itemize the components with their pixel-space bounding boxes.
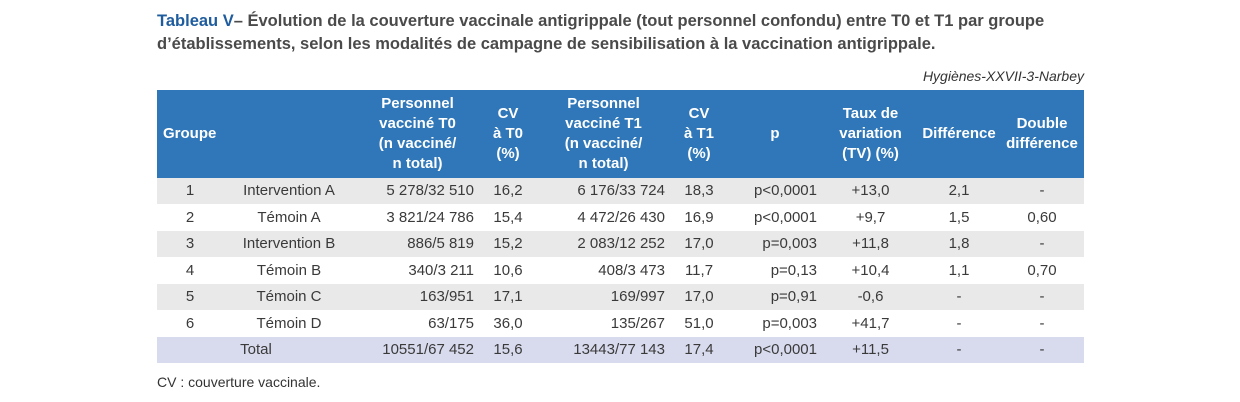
row-p-value: p=0,13: [727, 257, 823, 284]
total-vaccinated-t1: 13443/77 143: [536, 337, 671, 364]
caption-text: – Évolution de la couverture vaccinale antigrippale (tout personnel confondu) entre T0 et T1 par groupe d’établissements, selon les modalités de campagne de sensibilisation à la vaccination antigrippale.: [157, 12, 1045, 53]
row-vaccinated-t0: 886/5 819: [355, 231, 480, 258]
total-vaccinated-t0: 10551/67 452: [355, 337, 480, 364]
row-cv-t1: 18,3: [671, 178, 727, 204]
row-taux-variation: +41,7: [823, 310, 918, 337]
row-difference: 1,1: [918, 257, 1000, 284]
row-vaccinated-t0: 63/175: [355, 310, 480, 337]
caption-label: Tableau V: [157, 12, 234, 30]
row-group-name: Témoin B: [223, 257, 355, 284]
row-double-difference: -: [1000, 310, 1084, 337]
table-row: [157, 178, 1084, 204]
row-p-value: p=0,003: [727, 310, 823, 337]
row-vaccinated-t0: 3 821/24 786: [355, 204, 480, 231]
row-vaccinated-t0: 340/3 211: [355, 257, 480, 284]
row-num: 6: [157, 310, 223, 337]
vaccination-coverage-table: [157, 90, 1084, 364]
row-num: 1: [157, 178, 223, 204]
header-difference: Différence: [918, 90, 1000, 178]
row-taux-variation: +11,8: [823, 231, 918, 258]
row-difference: -: [918, 310, 1000, 337]
row-vaccinated-t1: 2 083/12 252: [536, 231, 671, 258]
table-row: [157, 310, 1084, 337]
row-vaccinated-t1: 135/267: [536, 310, 671, 337]
row-difference: 1,5: [918, 204, 1000, 231]
table-row: [157, 284, 1084, 311]
header-taux-variation: Taux de variation (TV) (%): [823, 90, 918, 178]
total-cv-t0: 15,6: [480, 337, 536, 364]
row-cv-t0: 16,2: [480, 178, 536, 204]
row-cv-t0: 15,4: [480, 204, 536, 231]
row-p-value: p=0,91: [727, 284, 823, 311]
row-group-name: Témoin D: [223, 310, 355, 337]
row-taux-variation: +9,7: [823, 204, 918, 231]
row-double-difference: 0,60: [1000, 204, 1084, 231]
row-p-value: p<0,0001: [727, 178, 823, 204]
row-cv-t0: 15,2: [480, 231, 536, 258]
row-double-difference: -: [1000, 231, 1084, 258]
header-groupe: Groupe: [157, 90, 355, 178]
row-cv-t1: 17,0: [671, 231, 727, 258]
table-row: [157, 231, 1084, 258]
row-vaccinated-t1: 408/3 473: [536, 257, 671, 284]
row-vaccinated-t0: 163/951: [355, 284, 480, 311]
total-double-difference: -: [1000, 337, 1084, 364]
row-difference: 1,8: [918, 231, 1000, 258]
row-group-name: Témoin C: [223, 284, 355, 311]
header-cv-t1: CV à T1 (%): [671, 90, 727, 178]
row-cv-t1: 11,7: [671, 257, 727, 284]
source-reference: Hygiènes-XXVII-3-Narbey: [922, 68, 1084, 84]
row-cv-t0: 10,6: [480, 257, 536, 284]
row-cv-t0: 17,1: [480, 284, 536, 311]
total-cv-t1: 17,4: [671, 337, 727, 364]
table-row: [157, 204, 1084, 231]
row-num: 2: [157, 204, 223, 231]
table-caption: [157, 10, 1157, 56]
row-vaccinated-t1: 4 472/26 430: [536, 204, 671, 231]
header-row: [157, 90, 1084, 178]
row-vaccinated-t1: 169/997: [536, 284, 671, 311]
row-cv-t1: 16,9: [671, 204, 727, 231]
total-difference: -: [918, 337, 1000, 364]
row-taux-variation: -0,6: [823, 284, 918, 311]
row-taux-variation: +13,0: [823, 178, 918, 204]
row-double-difference: 0,70: [1000, 257, 1084, 284]
row-double-difference: -: [1000, 178, 1084, 204]
header-personnel-t0: Personnel vacciné T0 (n vacciné/ n total): [355, 90, 480, 178]
row-vaccinated-t0: 5 278/32 510: [355, 178, 480, 204]
row-group-name: Intervention B: [223, 231, 355, 258]
total-p-value: p<0,0001: [727, 337, 823, 364]
header-p: p: [727, 90, 823, 178]
row-group-name: Témoin A: [223, 204, 355, 231]
row-num: 3: [157, 231, 223, 258]
row-group-name: Intervention A: [223, 178, 355, 204]
row-cv-t1: 17,0: [671, 284, 727, 311]
row-p-value: p=0,003: [727, 231, 823, 258]
row-num: 5: [157, 284, 223, 311]
table-row: [157, 257, 1084, 284]
total-taux-variation: +11,5: [823, 337, 918, 364]
header-personnel-t1: Personnel vacciné T1 (n vacciné/ n total): [536, 90, 671, 178]
row-difference: -: [918, 284, 1000, 311]
footnote: CV : couverture vaccinale.: [157, 374, 321, 390]
row-vaccinated-t1: 6 176/33 724: [536, 178, 671, 204]
row-num: 4: [157, 257, 223, 284]
total-label: Total: [157, 337, 355, 364]
header-cv-t0: CV à T0 (%): [480, 90, 536, 178]
row-p-value: p<0,0001: [727, 204, 823, 231]
header-double-difference: Double différence: [1000, 90, 1084, 178]
row-difference: 2,1: [918, 178, 1000, 204]
row-taux-variation: +10,4: [823, 257, 918, 284]
row-cv-t1: 51,0: [671, 310, 727, 337]
total-row: [157, 337, 1084, 364]
row-cv-t0: 36,0: [480, 310, 536, 337]
row-double-difference: -: [1000, 284, 1084, 311]
